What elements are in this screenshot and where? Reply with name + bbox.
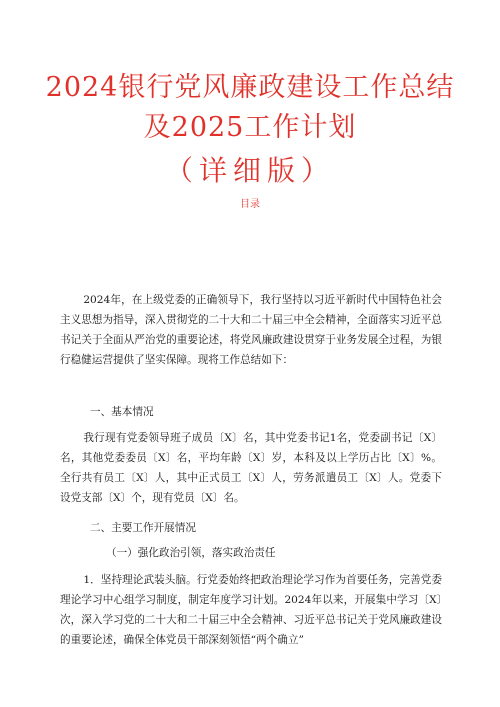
section1-paragraph: 我行现有党委领导班子成员〔X〕名，其中党委书记1名，党委副书记〔X〕名，其他党委委员〔X〕名，平均年龄〔X〕岁，本科及以上学历占比〔X〕%。全行共有员工〔X〕人，其中正式员工〔X〕人，劳务派遣员工〔X〕人。党委下设党支部〔X〕个，现有党员〔X〕名。: [60, 432, 442, 504]
intro-paragraph: 2024年，在上级党委的正确领导下，我行坚持以习近平新时代中国特色社会主义思想为指导，深入贯彻党的二十大和二十届三中全会精神，全面落实习近平总书记关于全面从严治党的重要论述，将党风廉政建设贯穿于业务发展全过程，为银行稳健运营提供了坚实保障。现将工作总结如下：: [60, 294, 442, 366]
section2-item1-paragraph: 1．坚持理论武装头脑。行党委始终把政治理论学习作为首要任务，完善党委理论学习中心组学习制度，制定年度学习计划。2024年以来，开展集中学习〔X〕次，深入学习党的二十大和二十届三中全会精神、习近平总书记关于党风廉政建设的重要论述，确保全体党员干部深刻领悟“两个确立”: [60, 574, 442, 646]
document-title-line1: 2024银行党风廉政建设工作总结: [45, 72, 455, 103]
table-of-contents-label: 目录: [240, 199, 260, 210]
document-title-line2: 及2025工作计划: [143, 112, 357, 143]
section1-heading: 一、基本情况: [90, 406, 154, 418]
section2-subheading-1: （一）强化政治引领，落实政治责任: [106, 547, 276, 559]
document-edition-label: （详细版）: [164, 154, 335, 187]
section2-heading: 二、主要工作开展情况: [90, 522, 196, 534]
